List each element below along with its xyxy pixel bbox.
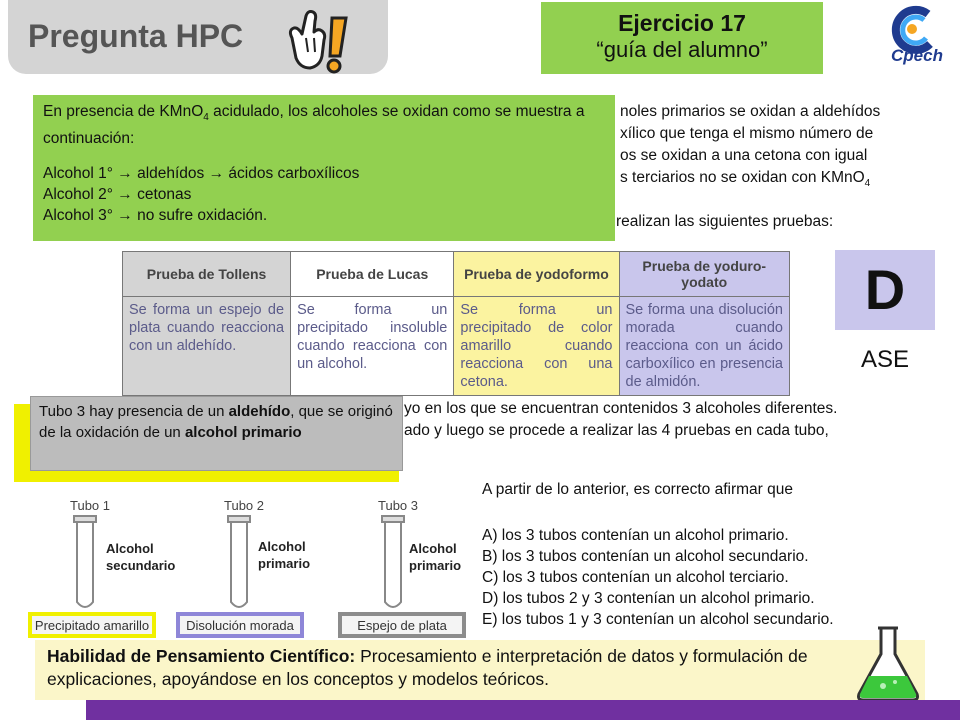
tube-2-alcohol: Alcohol primario — [258, 539, 311, 571]
statement-fragment — [620, 101, 938, 195]
bottom-bar — [86, 700, 960, 720]
rule-primary: Alcohol 1° → aldehídos → ácidos carboxílicos — [43, 165, 360, 183]
option-d[interactable]: D) los tubos 2 y 3 contenían un alcohol primario. — [482, 590, 815, 607]
table-cell: Se forma un precipitado de color amarillo cuando reacciona con una cetona. — [454, 297, 619, 396]
option-b[interactable]: B) los 3 tubos contenían un alcohol secundario. — [482, 548, 809, 565]
pointing-hand-icon — [284, 8, 360, 78]
statement-line: ado y luego se procede a realizar las 4 pruebas en cada tubo, — [404, 422, 829, 439]
statement-line: noles primarios se oxidan a aldehídos — [620, 103, 881, 120]
exercise-box — [541, 2, 823, 74]
table-header-row — [123, 252, 790, 297]
tests-table — [122, 251, 790, 396]
option-c[interactable]: C) los 3 tubos contenían un alcohol terciario. — [482, 569, 789, 586]
tube-3-note: Tubo 3 hay presencia de un aldehído, que se originó de la oxidación de un alcohol primario — [30, 396, 403, 471]
option-e[interactable]: E) los tubos 1 y 3 contenían un alcohol secundario. — [482, 611, 834, 628]
flask-icon — [853, 624, 923, 704]
answer-letter: D — [835, 250, 935, 330]
options-list — [482, 525, 834, 630]
page-title: Pregunta HPC — [28, 18, 244, 54]
tube-1-alcohol: Alcohol secundario — [106, 541, 176, 573]
rule-secondary: Alcohol 2° → cetonas — [43, 186, 192, 204]
statement-line: os se oxidan a una cetona con igual — [620, 147, 868, 164]
statement-line: xílico que tenga el mismo número de — [620, 125, 874, 142]
table-cell: Se forma un espejo de plata cuando reacciona con un aldehído. — [123, 297, 291, 396]
question-intro: A partir de lo anterior, es correcto afirmar que — [482, 481, 794, 498]
option-a[interactable]: A) los 3 tubos contenían un alcohol primario. — [482, 527, 789, 544]
tube-label: Tubo 3 — [378, 498, 418, 513]
tube-3-alcohol: Alcohol primario — [409, 541, 462, 573]
tube-1-result: Precipitado amarillo — [28, 612, 156, 638]
table-row — [123, 297, 790, 396]
table-header: Prueba de Tollens — [123, 252, 291, 297]
skill-footer: Habilidad de Pensamiento Científico: Procesamiento e interpretación de datos y formulación de explicaciones, apoyándose en los conceptos y modelos teóricos. — [35, 640, 925, 700]
table-cell: Se forma un precipitado insoluble cuando reacciona con un alcohol. — [291, 297, 454, 396]
logo-text: Cpech — [891, 46, 943, 65]
table-header: Prueba de Lucas — [291, 252, 454, 297]
tube-label: Tubo 2 — [224, 498, 264, 513]
table-header: Prueba de yoduro-yodato — [619, 252, 790, 297]
exercise-number: Ejercicio 17 — [618, 10, 746, 36]
tube-2-icon — [228, 516, 250, 607]
tube-3-icon — [382, 516, 404, 607]
oxidation-rules-note — [33, 95, 615, 241]
rule-tertiary: Alcohol 3° → no sufre oxidación. — [43, 207, 268, 225]
statement-line: s terciarios no se oxidan con KMnO$_4$ — [620, 169, 871, 190]
answer-label: ASE — [860, 346, 910, 373]
oxidation-intro: En presencia de KMnO$_4$ acidulado, los alcoholes se oxidan como se muestra a continuación: — [43, 103, 585, 148]
table-cell: Se forma una disolución morada cuando reacciona con un ácido carboxílico en presencia de almidón. — [619, 297, 790, 396]
statement-mid — [404, 398, 924, 442]
tube-2-result: Disolución morada — [176, 612, 304, 638]
statement-line: realizan las siguientes pruebas: — [616, 213, 834, 230]
statement-line: yo en los que se encuentran contenidos 3 alcoholes diferentes. — [404, 400, 838, 417]
tube-1-icon — [74, 516, 96, 607]
tube-3-result: Espejo de plata — [338, 612, 466, 638]
exercise-subtitle: “guía del alumno” — [596, 37, 768, 62]
table-header: Prueba de yodoformo — [454, 252, 619, 297]
tube-label: Tubo 1 — [70, 498, 110, 513]
